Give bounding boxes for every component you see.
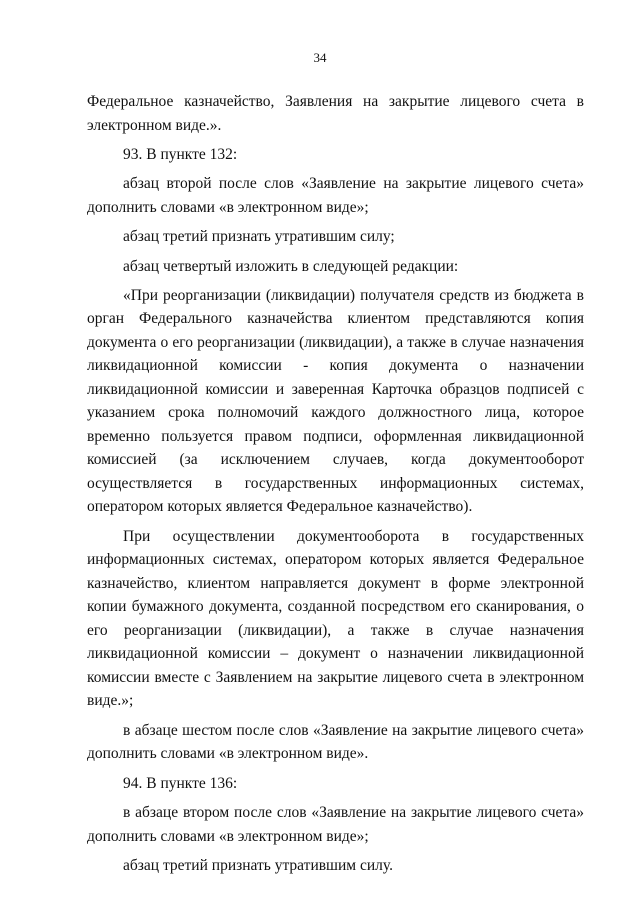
paragraph-item-93-abzac-4: абзац четвертый изложить в следующей редакции: bbox=[123, 257, 459, 275]
paragraph-item-93-abzac-3: абзац третий признать утратившим силу; bbox=[123, 228, 395, 246]
paragraph-item-94-abzac-3: абзац третий признать утратившим силу. bbox=[123, 856, 393, 874]
paragraph-new-wording-part-2: При осуществлении документооборота в государственных информационных системах, оператором которых является Федеральное казначейство, клиентом направляется документ в форме электронной копии бумажного документа, созданной посредством его сканирования, о его реорганизации (ликвидации), а также в случае назначения ликвидационной комиссии – документ о назначении ликвидационной комиссии вместе с Заявлением на закрытие лицевого счета в электронном виде.»; bbox=[87, 527, 584, 710]
paragraph-item-93-abzac-6: в абзаце шестом после слов «Заявление на закрытие лицевого счета» дополнить словами «в электронном виде». bbox=[87, 721, 584, 763]
paragraph-item-93-abzac-2: абзац второй после слов «Заявление на закрытие лицевого счета» дополнить словами «в электронном виде»; bbox=[87, 175, 584, 216]
paragraph-continuation: Федеральное казначейство, Заявления на закрытие лицевого счета в электронном виде.». bbox=[87, 93, 584, 134]
page-number: 34 bbox=[313, 50, 327, 65]
paragraph-item-94-abzac-2: в абзаце втором после слов «Заявление на закрытие лицевого счета» дополнить словами «в электронном виде»; bbox=[87, 804, 584, 845]
paragraph-new-wording-part-1: «При реорганизации (ликвидации) получателя средств из бюджета в орган Федерального казначейства клиентом представляются копия документа о его реорганизации (ликвидации), а также в случае назначения ликвидационной комиссии - копия документа о назначении ликвидационной комиссии и заверенная Карточка образцов подписей с указанием срока полномочий каждого должностного лица, которое временно пользуется правом подписи, оформленная ликвидационной комиссией (за исключением случаев, когда документооборот осуществляется в государственных информационных системах, оператором которых является Федеральное казначейство). bbox=[87, 286, 584, 516]
paragraph-item-94-heading: 94. В пункте 136: bbox=[123, 774, 238, 792]
paragraph-item-93-heading: 93. В пункте 132: bbox=[123, 145, 238, 163]
document-body bbox=[87, 90, 584, 883]
